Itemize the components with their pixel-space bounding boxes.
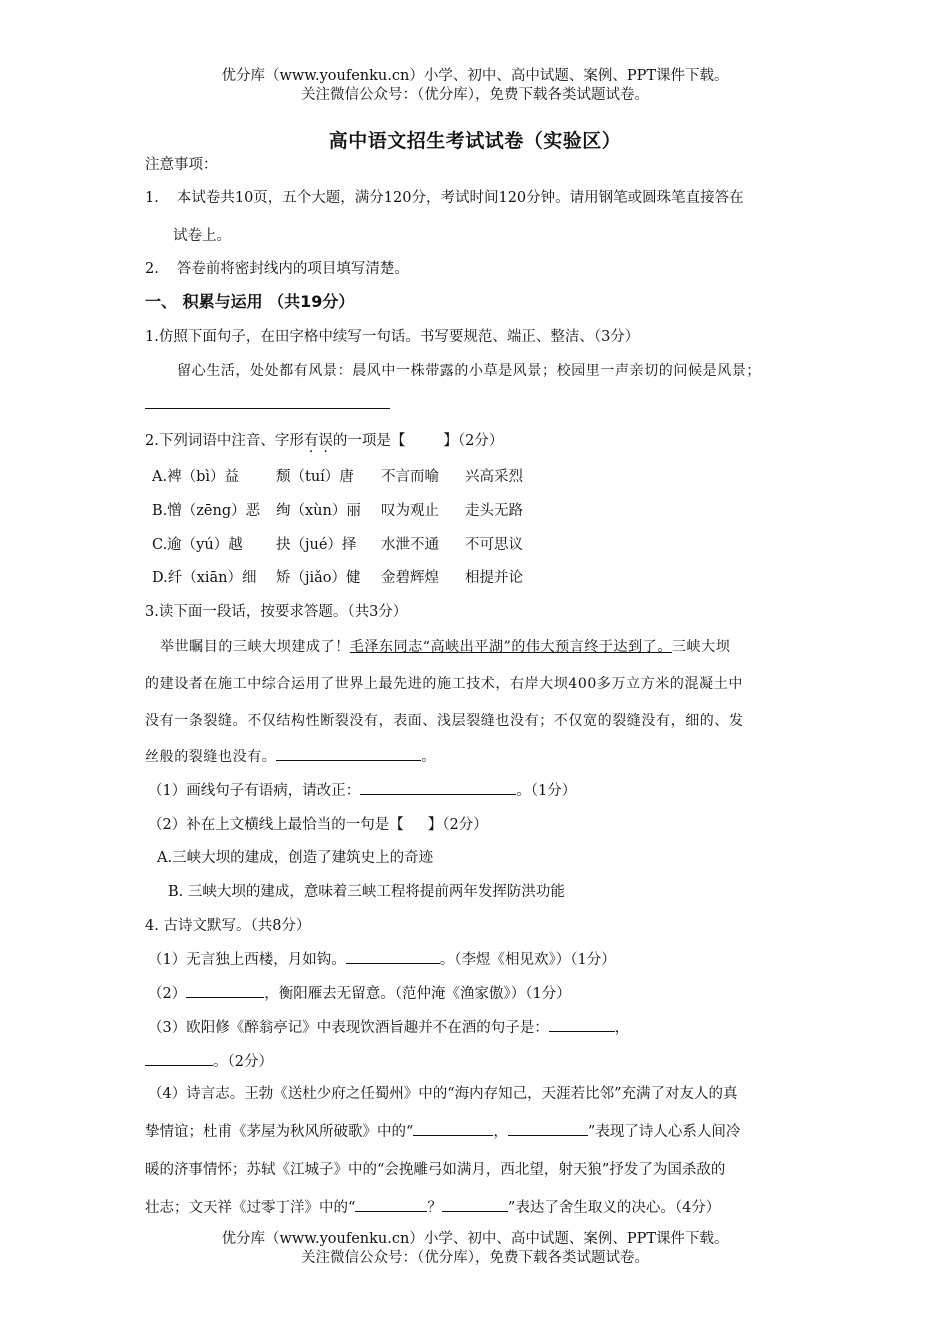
q4-item-4-line-4-start: 壮志；文天祥《过零丁洋》中的“ (145, 1200, 356, 1216)
q2-emphasis-char-1: 有 (303, 433, 319, 449)
q4-item-4-blank-1[interactable] (413, 1121, 493, 1136)
q2-option-c-word-1: C.逾（yú）越 (152, 537, 243, 553)
q4-item-4-line-4-end: ”表达了舍生取义的决心。（4分） (507, 1200, 721, 1216)
q2-option-b-word-3: 叹为观止 (381, 503, 439, 519)
notice-item-2-text: 答卷前将密封线内的项目填写清楚。 (176, 261, 409, 277)
q1-stem: 1.仿照下面句子，在田字格中续写一句话。书写要规范、端正、整洁、（3分） (145, 329, 640, 345)
q4-item-3-continued (145, 1050, 273, 1071)
q4-item-4-line-2 (145, 1120, 740, 1141)
q2-option-b (152, 499, 523, 520)
q2-option-a-word-2: 颓（tuí）唐 (276, 469, 354, 485)
q4-item-3-blank-2[interactable] (145, 1051, 213, 1066)
section-1-heading: 一、 积累与运用 （共19分） (145, 292, 355, 311)
q2-option-d (152, 566, 523, 587)
footer-line-2: 关注微信公众号：（优分库），免费下载各类试题试卷。 (301, 1250, 649, 1266)
q4-item-1-blank[interactable] (346, 949, 440, 964)
notice-label: 注意事项： (145, 157, 218, 173)
q4-item-2-blank[interactable] (186, 983, 264, 998)
q3-passage-line-1 (160, 636, 730, 656)
q3-passage-line-1-end: 三峡大坝 (671, 639, 731, 655)
q4-item-1 (148, 948, 616, 969)
q4-item-4-line-1: （4）诗言志。王勃《送杜少府之任蜀州》中的“海内存知己，天涯若比邻”充满了对友人的真 (148, 1086, 738, 1102)
q2-option-b-word-2: 绚（xùn）丽 (276, 503, 361, 519)
q2-stem (145, 429, 503, 450)
notice-item-2 (145, 257, 409, 278)
q3-underlined-sentence: 毛泽东同志“高峡出平湖”的伟大预言终于达到了。 (349, 639, 672, 655)
q4-item-4-blank-4[interactable] (442, 1197, 508, 1212)
q4-item-3-points: 。（2分） (213, 1054, 273, 1070)
q2-emphasis-char-2: 误 (318, 433, 333, 449)
q3-sub1-text: （1）画线句子有语病，请改正： (148, 783, 361, 799)
q2-option-c-word-3: 水泄不通 (381, 537, 439, 553)
q2-option-b-word-1: B.憎（zēng）恶 (152, 503, 261, 519)
q3-sub1-points: 。（1分） (516, 783, 577, 799)
q2-option-a-word-3: 不言而喻 (381, 469, 439, 485)
q3-passage-blank[interactable] (276, 746, 421, 761)
q2-option-a-word-4: 兴高采烈 (465, 469, 523, 485)
notice-item-1-number: 1. (145, 190, 159, 206)
q2-stem-middle: 的一项是【 (332, 433, 406, 449)
q3-passage-line-3: 没有一条裂缝。不仅结构性断裂没有，表面、浅层裂缝也没有；不仅宽的裂缝没有，细的、发 (145, 713, 744, 729)
q3-passage-line-1-start: 举世瞩目的三峡大坝建成了！ (160, 639, 350, 655)
q4-item-3-blank-1[interactable] (549, 1017, 615, 1032)
q3-passage-line-4-end: 。 (421, 749, 437, 765)
q3-passage-line-4 (145, 746, 436, 766)
q2-option-d-word-1: D.纤（xiān）细 (152, 570, 257, 586)
q3-passage-line-2: 的建设者在施工中综合运用了世界上最先进的施工技术，右岸大坝400多万立方米的混凝土中 (145, 676, 743, 692)
notice-item-2-number: 2. (145, 261, 159, 277)
q1-answer-line[interactable] (145, 408, 390, 409)
q3-sub1-answer-blank[interactable] (360, 780, 516, 795)
header-line-1: 优分库（www.youfenku.cn）小学、初中、高中试题、案例、PPT课件下载。 (221, 68, 729, 84)
q4-item-3-comma: ， (614, 1020, 630, 1036)
q4-item-4-line-4 (145, 1196, 720, 1217)
q3-sub2-text: （2）补在上文横线上最恰当的一句是【 (148, 817, 404, 833)
q4-item-2-number: （2） (148, 986, 187, 1002)
q3-passage-line-4-text: 丝般的裂缝也没有。 (145, 749, 277, 765)
q2-option-c (152, 533, 523, 554)
q4-item-4-question-mark: ？ (427, 1200, 442, 1216)
q3-stem: 3.读下面一段话，按要求答题。（共3分） (145, 604, 408, 620)
q2-option-a-word-1: A.裨（bì）益 (152, 469, 239, 485)
q2-stem-end: 】（2分） (443, 433, 504, 449)
q4-item-4-blank-2[interactable] (508, 1121, 588, 1136)
q2-stem-start: 2.下列词语中注音、字形 (145, 433, 304, 449)
q2-option-c-word-2: 抉（jué）择 (276, 537, 357, 553)
q2-option-d-word-2: 矫（jiǎo）健 (276, 570, 361, 586)
q2-option-c-word-4: 不可思议 (465, 537, 523, 553)
q4-item-1-source: 。（李煜《相见欢》）（1分） (439, 952, 616, 968)
q4-item-3 (148, 1016, 629, 1037)
notice-item-1-text: 本试卷共10页，五个大题，满分120分，考试时间120分钟。请用钢笔或圆珠笔直接答在 (176, 190, 744, 206)
q4-item-1-text: （1）无言独上西楼，月如钩。 (148, 952, 346, 968)
footer-line-1: 优分库（www.youfenku.cn）小学、初中、高中试题、案例、PPT课件下载。 (221, 1231, 729, 1247)
q4-stem: 4. 古诗文默写。（共8分） (145, 918, 311, 934)
q4-item-4-line-3: 暖的济事情怀；苏轼《江城子》中的“会挽雕弓如满月，西北望，射天狼”抒发了为国杀敌的 (145, 1162, 726, 1178)
q2-option-b-word-4: 走头无路 (465, 503, 523, 519)
q2-option-a (152, 465, 523, 486)
notice-item-1-continued: 试卷上。 (173, 228, 231, 244)
header-line-2: 关注微信公众号：（优分库），免费下载各类试题试卷。 (301, 87, 649, 103)
q2-answer-blank[interactable] (405, 431, 443, 445)
q4-item-4-line-2-start: 挚情谊；杜甫《茅屋为秋风所破歌》中的“ (145, 1124, 414, 1140)
q3-subquestion-1 (148, 779, 576, 800)
q4-item-4-comma: ， (493, 1124, 508, 1140)
q3-subquestion-2 (148, 813, 488, 834)
q4-item-4-line-2-end: ”表现了诗人心系人间冷 (587, 1124, 741, 1140)
q1-sentence: 留心生活，处处都有风景：晨风中一株带露的小草是风景；校园里一声亲切的问候是风景； (177, 363, 761, 379)
q2-option-d-word-4: 相提并论 (465, 570, 523, 586)
q4-item-2 (148, 982, 571, 1003)
q3-option-b: B. 三峡大坝的建成，意味着三峡工程将提前两年发挥防洪功能 (168, 884, 565, 900)
q4-item-4-blank-3[interactable] (355, 1197, 427, 1212)
q2-option-d-word-3: 金碧辉煌 (381, 570, 439, 586)
q3-sub2-points: 】（2分） (427, 817, 488, 833)
notice-item-1 (145, 186, 744, 207)
page-title: 高中语文招生考试试卷（实验区） (328, 130, 622, 152)
q3-option-a: A.三峡大坝的建成，创造了建筑史上的奇迹 (157, 850, 434, 866)
q4-item-2-text: ，衡阳雁去无留意。（范仲淹《渔家傲》）（1分） (264, 986, 571, 1002)
q4-item-3-text: （3）欧阳修《醉翁亭记》中表现饮酒旨趣并不在酒的句子是： (148, 1020, 549, 1036)
